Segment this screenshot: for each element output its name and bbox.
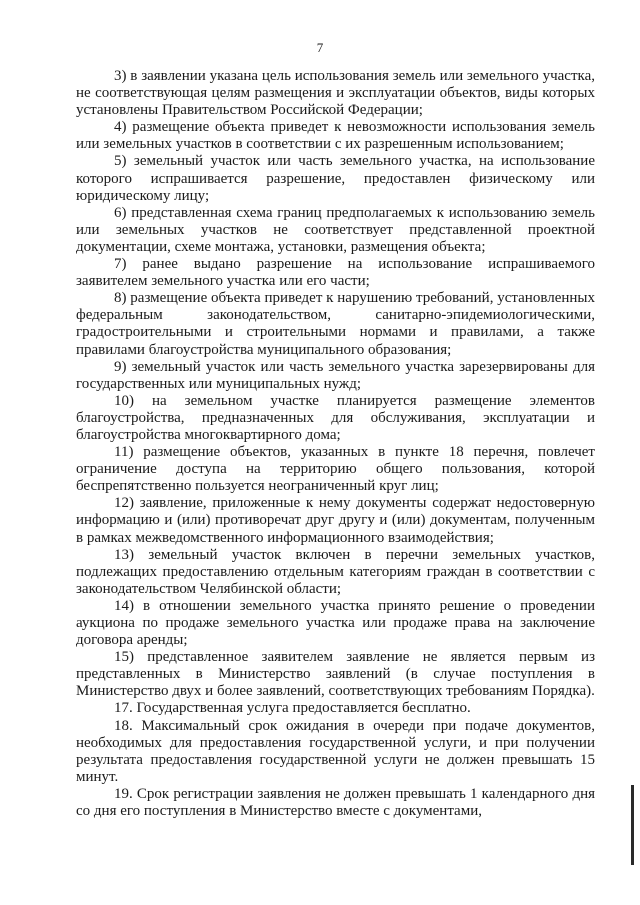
paragraph-item-8: 8) размещение объекта приведет к нарушению требований, установленных федеральным законодательством, санитарно-эпидемиологическими, градостроительными и строительными нормами и правилами, а также правилами благоустройства муниципального образования;	[76, 290, 595, 358]
paragraph-item-11: 11) размещение объектов, указанных в пункте 18 перечня, повлечет ограничение доступа на территорию общего пользования, которой беспрепятственно пользуется неограниченный круг лиц;	[76, 444, 595, 495]
paragraph-item-5: 5) земельный участок или часть земельного участка, на использование которого испрашивается разрешение, предоставлен физическому или юридическому лицу;	[76, 153, 595, 204]
paragraph-item-3: 3) в заявлении указана цель использования земель или земельного участка, не соответствующая целям размещения и эксплуатации объектов, виды которых установлены Правительством Российской Федерации;	[76, 68, 595, 119]
paragraph-item-9: 9) земельный участок или часть земельного участка зарезервированы для государственных или муниципальных нужд;	[76, 358, 595, 392]
document-body	[76, 68, 595, 820]
page-edge-mark	[631, 785, 634, 865]
paragraph-item-14: 14) в отношении земельного участка принято решение о проведении аукциона по продаже земельного участка или продаже права на заключение договора аренды;	[76, 597, 595, 649]
paragraph-point-17: 17. Государственная услуга предоставляется бесплатно.	[114, 700, 471, 717]
page-number: 7	[316, 40, 324, 55]
paragraph-item-4: 4) размещение объекта приведет к невозможности использования земель или земельных участков в соответствии с их разрешенным использованием;	[76, 119, 595, 153]
paragraph-item-7: 7) ранее выдано разрешение на использование испрашиваемого заявителем земельного участка или его части;	[76, 256, 595, 290]
paragraph-item-13: 13) земельный участок включен в перечни земельных участков, подлежащих предоставлению отдельным категориям граждан в соответствии с законодательством Челябинской области;	[76, 546, 595, 597]
paragraph-point-18: 18. Максимальный срок ожидания в очереди при подаче документов, необходимых для предоставления государственной услуги, и при получении результата предоставления государственной услуги не должен превышать 15 минут.	[76, 717, 595, 785]
paragraph-item-6: 6) представленная схема границ предполагаемых к использованию земель или земельных участков не соответствует представленной проектной документации, схеме монтажа, установки, размещения объекта;	[76, 204, 595, 255]
paragraph-item-15: 15) представленное заявителем заявление не является первым из представленных в Министерство заявлений (в случае поступления в Министерство двух и более заявлений, соответствующих требованиям Порядка).	[76, 649, 595, 700]
paragraph-item-12: 12) заявление, приложенные к нему документы содержат недостоверную информацию и (или) противоречат друг другу и (или) документам, полученным в рамках межведомственного информационного взаимодействия;	[76, 495, 595, 546]
paragraph-point-19: 19. Срок регистрации заявления не должен превышать 1 календарного дня со дня его поступления в Министерство вместе с документами,	[76, 785, 595, 820]
paragraph-item-10: 10) на земельном участке планируется размещение элементов благоустройства, предназначенных для обслуживания, эксплуатации и благоустройства многоквартирного дома;	[76, 392, 595, 443]
